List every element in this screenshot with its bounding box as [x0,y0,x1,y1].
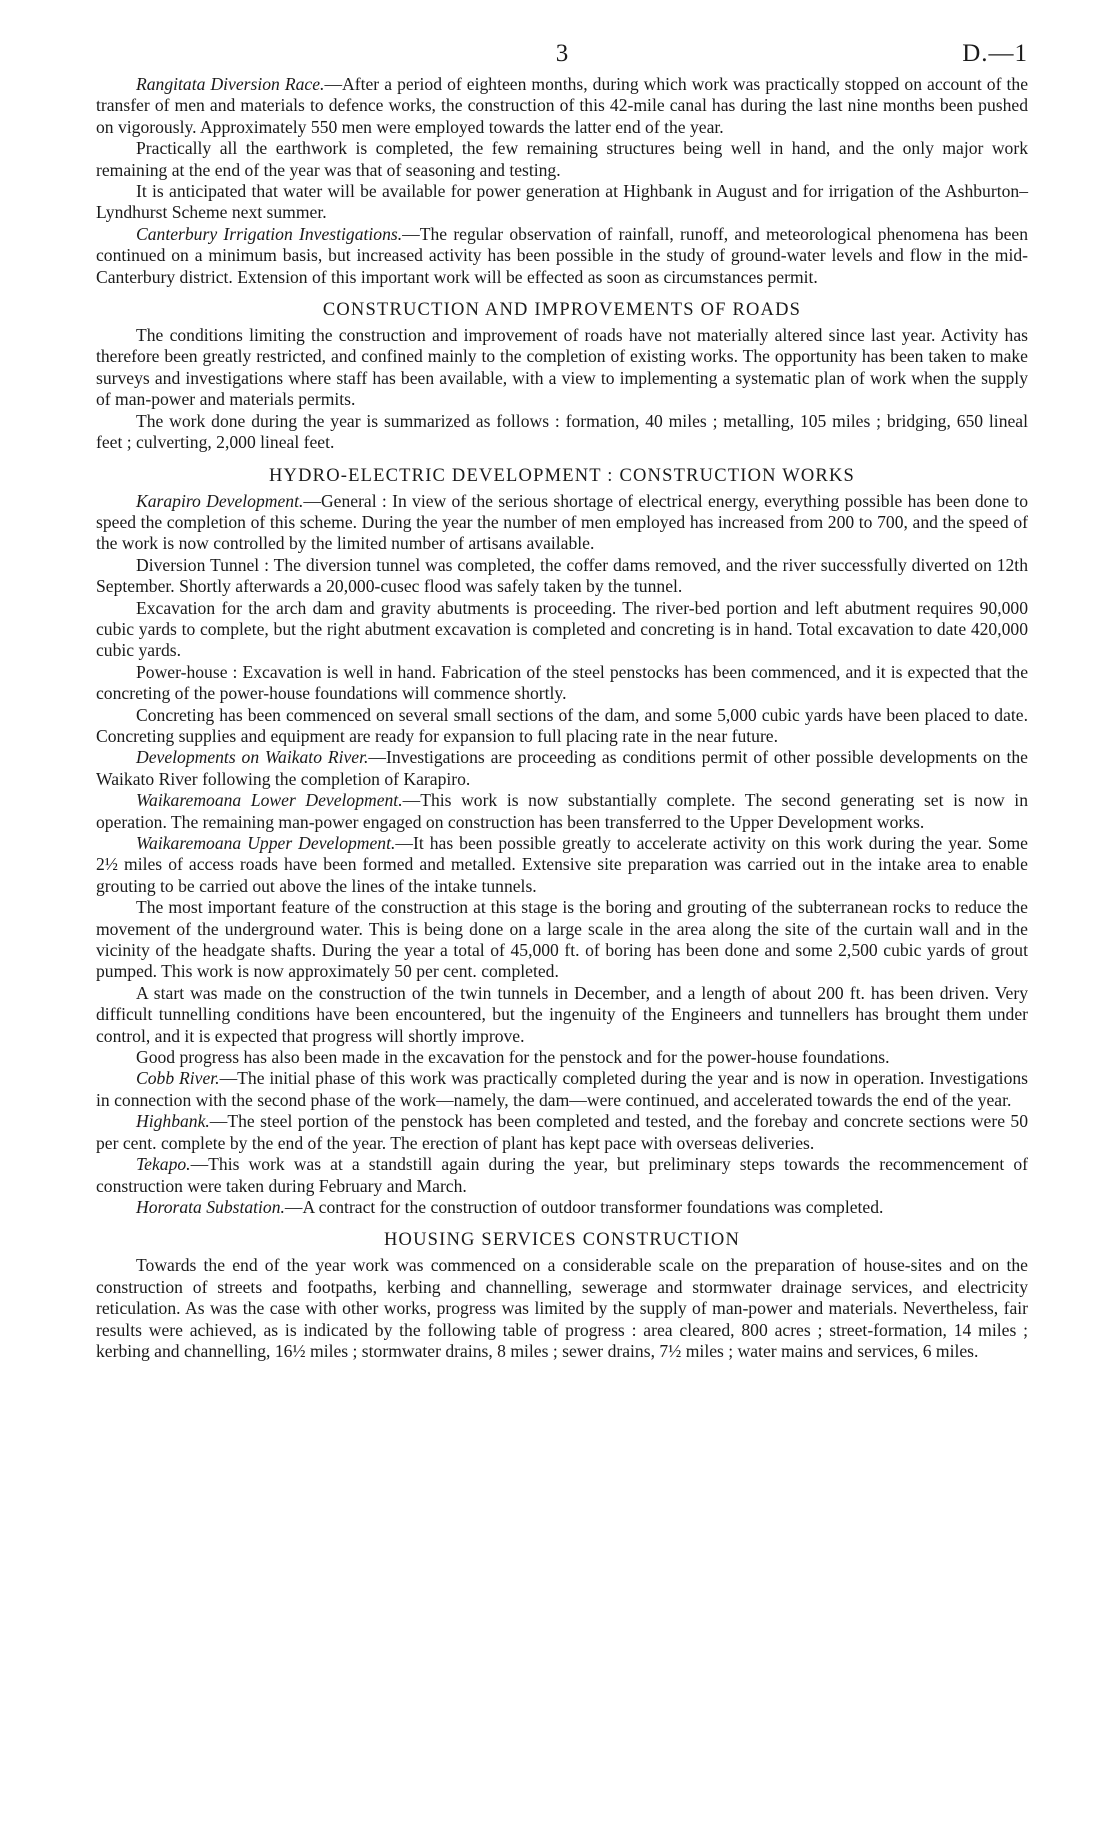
paragraph-text: —A contract for the construction of outdoor transformer foundations was completed. [284,1196,884,1217]
paragraph [96,138,1028,181]
paragraph-lead: Highbank. [136,1111,210,1132]
paragraph-text: Diversion Tunnel : The diversion tunnel was completed, the coffer dams removed, and the river successfully diverted on 12th September. Shortly afterwards a 20,000-cusec flood was safely taken by the tunnel. [96,554,1028,597]
paragraph-text: Excavation for the arch dam and gravity abutments is proceeding. The river-bed portion and left abutment requires 90,000 cubic yards to complete, but the right abutment excavation is completed and concreting is in hand. Total excavation to date 420,000 cubic yards. [96,597,1028,661]
paragraph-lead: Karapiro Development. [136,490,304,511]
paragraph [96,897,1028,983]
paragraph [96,662,1028,705]
paragraph-lead: Developments on Waikato River. [136,747,369,768]
section-heading: CONSTRUCTION AND IMPROVEMENTS OF ROADS [322,300,802,321]
section-heading: HYDRO-ELECTRIC DEVELOPMENT : CONSTRUCTION WORKS [268,465,856,486]
paragraph [96,181,1028,224]
paragraph-text: Towards the end of the year work was commenced on a considerable scale on the preparation of house-sites and on the construction of streets and footpaths, kerbing and channelling, sewerage and stormwater drainage services, and electricity reticulation. As was the case with other works, progress was limited by the supply of man-power and materials. Nevertheless, fair results were achieved, as is indicated by the following table of progress : area cleared, 800 acres ; street-formation, 14 miles ; kerbing and channelling, 16½ miles ; stormwater drains, 8 miles ; sewer drains, 7½ miles ; water mains and services, 6 miles. [96,1255,1028,1361]
paragraph [96,325,1028,411]
document-page [96,38,1028,1362]
paragraph [96,555,1028,598]
paragraph [96,983,1028,1047]
section [96,464,1028,1219]
paragraph-text: The most important feature of the construction at this stage is the boring and grouting of the subterranean rocks to reduce the movement of the underground water. This is being done on a large scale in the area along the site of the curtain wall and in the vicinity of the headgate shafts. During the year a total of 45,000 ft. of boring has been done and some 2,500 cubic yards of grout pumped. This work is now approximately 50 per cent. completed. [96,897,1028,982]
paragraph [96,1047,1028,1068]
section [96,74,1028,288]
paragraph-text: Practically all the earthwork is completed, the few remaining structures being well in hand, and the only major work remaining at the end of the year was that of seasoning and testing. [96,138,1028,180]
paragraph [96,411,1028,454]
paragraph [96,833,1028,897]
paragraph-lead: Waikaremoana Upper Development. [136,833,396,853]
paragraph [96,1255,1028,1362]
paragraph-text: Concreting has been commenced on several small sections of the dam, and some 5,000 cubic yards have been placed to date. Concreting supplies and equipment are ready for expansion to full placing rate in the near future. [96,704,1028,746]
paragraph [96,790,1028,833]
paragraph-lead: Cobb River. [136,1068,220,1089]
document-body [96,74,1028,1362]
paragraph [96,747,1028,790]
paragraph-text: Good progress has also been made in the excavation for the penstock and for the power-house foundations. [136,1047,890,1068]
paragraph-text: —General : In view of the serious shortage of electrical energy, everything possible has been done to speed the completion of this scheme. During the year the number of men employed has increased from 200 to 700, and the speed of the work is now controlled by the limited number of artisans available. [96,490,1028,554]
section-heading: HOUSING SERVICES CONSTRUCTION [383,1230,741,1251]
paragraph-text: The conditions limiting the construction and improvement of roads have not materially altered since last year. Activity has therefore been greatly restricted, and confined mainly to the completion of existing works. The opportunity has been taken to make surveys and investigations where staff has been available, with a view to implementing a systematic plan of work when the supply of man-power and materials permits. [96,325,1028,410]
paragraph [96,1068,1028,1111]
paragraph-lead: Canterbury Irrigation Investigations. [136,223,403,244]
paragraph-text: —The steel portion of the penstock has been completed and tested, and the forebay and concrete sections were 50 per cent. complete by the end of the year. The erection of plant has kept pace with overseas deliveries. [96,1111,1028,1153]
paragraph [96,1111,1028,1154]
paragraph [96,1154,1028,1197]
paragraph [96,491,1028,555]
paragraph-text: —This work was at a standstill again during the year, but preliminary steps towards the recommencement of construction were taken during February and March. [96,1154,1028,1196]
paragraph-text: —It has been possible greatly to accelerate activity on this work during the year. Some 2½ miles of access roads have been formed and metalled. Extensive site preparation was carried out in the intake area to enable grouting to be carried out above the lines of the intake tunnels. [96,833,1028,896]
paragraph-text: —The regular observation of rainfall, runoff, and meteorological phenomena has been continued on a minimum basis, but increased activity has been possible in the study of ground-water levels and flow in the mid-Canterbury district. Extension of this important work will be effected as soon as circumstances permit. [96,223,1028,287]
paragraph-text: —Investigations are proceeding as conditions permit of other possible developments on the Waikato River following the completion of Karapiro. [96,747,1028,789]
section [96,1228,1028,1362]
paragraph-lead: Waikaremoana Lower Development. [136,790,403,811]
paragraph-text: —After a period of eighteen months, during which work was practically stopped on account of the transfer of men and materials to defence works, the construction of this 42-mile canal has during the last nine months been pushed on vigorously. Approximately 550 men were employed towards the latter end of the year. [96,74,1029,137]
paragraph-text: Power-house : Excavation is well in hand. Fabrication of the steel penstocks has been commenced, and it is expected that the concreting of the power-house foundations will commence shortly. [96,661,1028,704]
paragraph-text: —This work is now substantially complete. The second generating set is now in operation. The remaining man-power engaged on construction has been transferred to the Upper Development works. [96,790,1028,832]
document-reference: D.—1 [962,40,1028,67]
paragraph-text: A start was made on the construction of the twin tunnels in December, and a length of about 200 ft. has been driven. Very difficult tunnelling conditions have been encountered, but the ingenuity of the Engineers and tunnellers has brought them under control, and it is expected that progress will shortly improve. [96,982,1028,1046]
paragraph [96,74,1028,138]
paragraph [96,598,1028,662]
paragraph [96,1197,1028,1218]
paragraph [96,705,1028,748]
page-header [96,38,1028,74]
paragraph-text: It is anticipated that water will be available for power generation at Highbank in August and for irrigation of the Ashburton–Lyndhurst Scheme next summer. [96,181,1028,223]
paragraph [96,224,1028,288]
paragraph-lead: Tekapo. [136,1154,191,1175]
paragraph-text: —The initial phase of this work was practically completed during the year and is now in operation. Investigations in connection with the second phase of the work—namely, the dam—were continued, and accelerated towards the end of the year. [96,1068,1029,1110]
paragraph-lead: Hororata Substation. [136,1196,285,1217]
page-number: 3 [555,40,569,67]
paragraph-lead: Rangitata Diversion Race. [136,74,325,94]
section [96,298,1028,453]
paragraph-text: The work done during the year is summarized as follows : formation, 40 miles ; metalling, 105 miles ; bridging, 650 lineal feet ; culverting, 2,000 lineal feet. [96,410,1028,453]
